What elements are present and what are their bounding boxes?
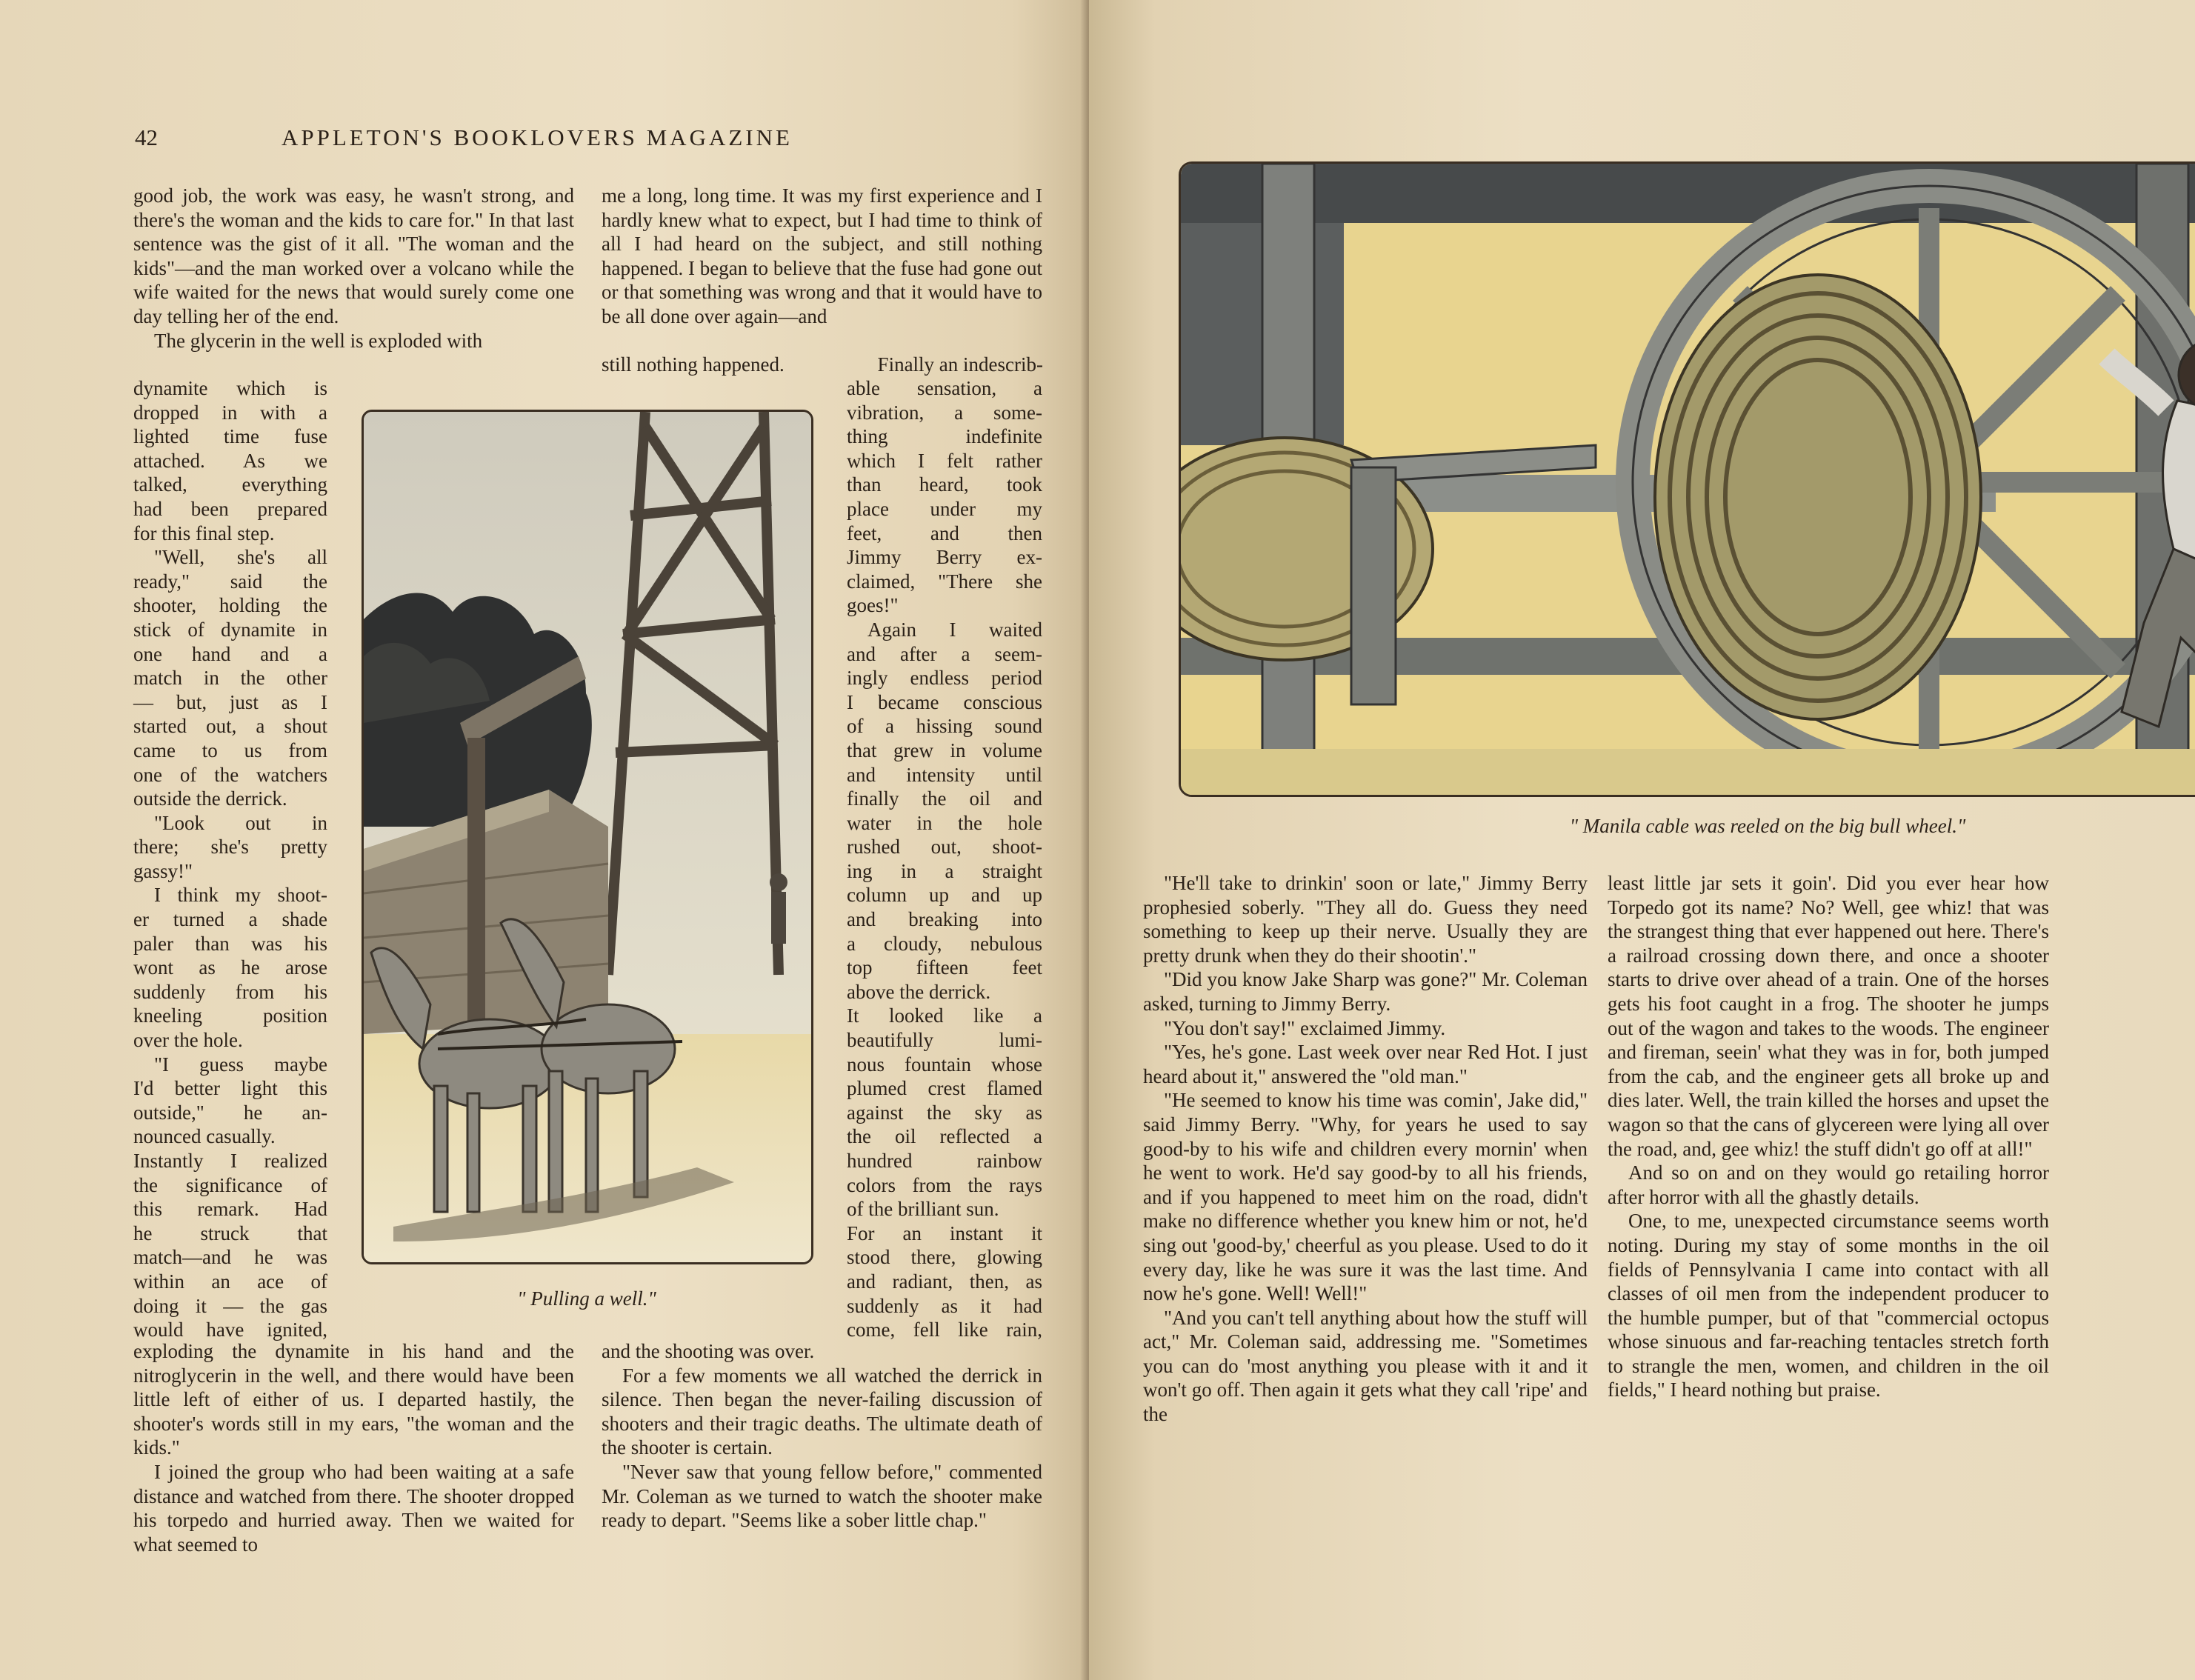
illustration-pulling-a-well (362, 410, 813, 1264)
text-line: the oil reflected a (847, 1125, 1042, 1148)
text-line: finally the oil and (847, 787, 1042, 810)
text-line: beautifully lumi- (847, 1029, 1042, 1052)
text-line: claimed, "There she (847, 570, 1042, 593)
text-line: one hand and a (133, 642, 327, 665)
text-line: had been prepared (133, 497, 327, 520)
left-col1-narrow (133, 376, 327, 1342)
text-line: this remark. Had (133, 1198, 327, 1221)
magazine-title: APPLETON'S BOOKLOVERS MAGAZINE (282, 124, 793, 150)
col2-mixed-right: Finally an indescrib- (877, 353, 1043, 376)
text-line: and intensity until (847, 763, 1042, 786)
paragraph: "Yes, he's gone. Last week over near Red Hot. I just heard about it," answered the "old man." (1143, 1041, 1588, 1087)
text-line: hundred rainbow (847, 1150, 1042, 1172)
illustration-bull-wheel (1179, 161, 2195, 797)
page-number: 42 (135, 124, 158, 150)
text-line: I think my shoot- (154, 884, 327, 907)
text-line: Again I waited (867, 618, 1042, 641)
text-line: of the brilliant sun. (847, 1198, 999, 1221)
paragraph: One, to me, unexpected circumstance seems worth noting. During my stay of some months in the oil fields of Pennsylvania I came into contact with all classes of oil men from the independent producer to the humble pumper, but of that "commercial octopus whose sinuous and far-reaching tentacles stretch forth to strangle the men, women, and children in the oil fields," I heard nothing but praise. (1608, 1210, 2049, 1401)
text-line: ing in a straight (847, 859, 1042, 882)
text-line: For an instant it (847, 1221, 1042, 1244)
text-line: colors from the rays (847, 1173, 1042, 1196)
left-col2-top (602, 184, 1042, 329)
paragraph: "Never saw that young fellow before," commented Mr. Coleman as we turned to watch the shooter make ready to depart. "Seems like a sober little chap." (602, 1460, 1042, 1532)
paragraph: "Did you know Jake Sharp was gone?" Mr. Coleman asked, turning to Jimmy Berry. (1143, 968, 1588, 1015)
text-line: It looked like a (847, 1004, 1042, 1027)
paragraph: "He seemed to know his time was comin', Jake did," said Jimmy Berry. "Why, for years he used to say good-by to his wife and children every mornin' when he went to work. He'd say good-by to all his friends, and if you happened to meet him on the road, didn't make no difference whether you knew him or not, he'd sing out 'good-by,' cheerful as you please. Used to do it every day, like he was sure it was the last time. And now he's gone. Well! Well!" (1143, 1089, 1588, 1305)
text-line: over the hole. (133, 1029, 243, 1052)
paragraph: me a long, long time. It was my first experience and I hardly knew what to expect, but I had time to think of all I had heard on the subject, and still nothing happened. I began to believe that the fuse had gone out or that something was wrong and that it would have to be all done over again—and (602, 184, 1042, 327)
text-line: talked, everything (133, 473, 327, 496)
text-line: outside," he an- (133, 1101, 327, 1124)
text-line: outside the derrick. (133, 787, 287, 810)
text-line: thing indefinite (847, 425, 1042, 448)
paragraph: The glycerin in the well is exploded with (154, 329, 483, 352)
text-line: there; she's pretty (133, 836, 327, 859)
paragraph: For a few moments we all watched the derrick in silence. Then began the never-failing discussion of shooters and their tragic deaths. The ultimate death of the shooter is certain. (602, 1364, 1042, 1459)
paragraph: least little jar sets it goin'. Did you ever hear how Torpedo got its name? No? Well, gee whiz! that was the strangest thing that ever happened out here. There's a railroad crossing down there, and once a shooter starts to drive over ahead of a train. One of the horses gets his foot caught in a frog. The shooter he jumps out of the wagon and takes to the woods. The engineer and fireman, seein' what they was in for, both jumped from the cab, and the engineer gets all broke up and dies later. Well, the train killed the horses and upset the wagon so that the cans of glycereen were lying all over the road, and, gee whiz! the stuff didn't go off at all!" (1608, 872, 2049, 1160)
text-line: "I guess maybe (154, 1053, 327, 1076)
bull-wheel-drawing (1181, 164, 2195, 795)
paragraph: "And you can't tell anything about how the stuff will act," Mr. Coleman said, addressing me. "Sometimes you can do 'most anything you please with it and it won't go off. Then again it gets what they call 'ripe' and the (1143, 1306, 1588, 1426)
text-line: "Well, she's all (154, 546, 327, 569)
text-line: and after a seem- (847, 642, 1042, 665)
text-line: I'd better light this (133, 1077, 327, 1100)
text-line: and breaking into (847, 908, 1042, 931)
text-line: he struck that (133, 1221, 327, 1244)
text-line: — but, just as I (133, 690, 327, 713)
text-line: Jimmy Berry ex- (847, 546, 1042, 569)
text-line: dynamite which is (133, 377, 327, 399)
text-line: ready," said the (133, 570, 327, 593)
text-line: a cloudy, nebulous (847, 932, 1042, 955)
col2-mixed-left: still nothing happened. (602, 353, 785, 376)
left-col2-narrow (847, 376, 1042, 1342)
text-line: the significance of (133, 1173, 327, 1196)
text-line: that grew in volume (847, 739, 1042, 761)
caption-pulling-a-well: " Pulling a well." (517, 1287, 656, 1310)
text-line: match in the other (133, 667, 327, 690)
text-line: came to us from (133, 739, 327, 761)
paragraph: "He'll take to drinkin' soon or late," Jimmy Berry prophesied soberly. "They all do. Guess they need something to keep up their nerve. Usually they are pretty drunk when they do their shootin'." (1143, 872, 1588, 967)
text-line: which I felt rather (847, 449, 1042, 472)
right-col1 (1143, 871, 1588, 1427)
text-line: gassy!" (133, 859, 193, 882)
text-line: doing it — the gas (133, 1294, 327, 1317)
caption-bull-wheel: " Manila cable was reeled on the big bull wheel." (1569, 815, 1966, 837)
text-line: wont as he arose (133, 956, 327, 979)
text-line: match—and he was (133, 1246, 327, 1269)
text-line: plumed crest flamed (847, 1077, 1042, 1100)
pulling-well-drawing (364, 412, 811, 1262)
text-line: column up and up (847, 884, 1042, 907)
text-line: suddenly as it had (847, 1294, 1042, 1317)
text-line: nous fountain whose (847, 1053, 1042, 1076)
text-line: er turned a shade (133, 908, 327, 931)
text-line: one of the watchers (133, 763, 327, 786)
left-col1-bottom (133, 1339, 574, 1556)
text-line: vibration, a some- (847, 401, 1042, 424)
paragraph: good job, the work was easy, he wasn't strong, and there's the woman and the kids to care for." In that last sentence was the gist of it all. "The woman and the kids"—and the man worked over a volcano while the wife waited for the news that would surely come one day telling her of the end. (133, 184, 574, 327)
left-col1-top (133, 184, 574, 353)
left-col2-bottom (602, 1339, 1042, 1533)
text-line: of a hissing sound (847, 715, 1042, 738)
text-line: I became conscious (847, 690, 1042, 713)
text-line: Instantly I realized (133, 1150, 327, 1172)
text-line: for this final step. (133, 521, 275, 544)
text-line: feet, and then (847, 521, 1042, 544)
paragraph: exploding the dynamite in his hand and the nitroglycerin in the well, and there would have been little left of either of us. I departed hastily, the shooter's words still in my ears, "the woman and the kids." (133, 1340, 574, 1459)
text-line: and radiant, then, as (847, 1270, 1042, 1293)
text-line: place under my (847, 497, 1042, 520)
paragraph: I joined the group who had been waiting at a safe distance and watched from there. The shooter dropped his torpedo and hurried away. Then we waited for what seemed to (133, 1460, 574, 1556)
text-line: ingly endless period (847, 667, 1042, 690)
text-line: started out, a shout (133, 715, 327, 738)
text-line: stood there, glowing (847, 1246, 1042, 1269)
text-line: come, fell like rain, (847, 1319, 1042, 1341)
text-line: dropped in with a (133, 401, 327, 424)
text-line: within an ace of (133, 1270, 327, 1293)
text-line: rushed out, shoot- (847, 836, 1042, 859)
text-line: nounced casually. (133, 1125, 276, 1148)
paragraph: And so on and on they would go retailing horror after horror with all the ghastly details. (1608, 1161, 2049, 1208)
paragraph: "You don't say!" exclaimed Jimmy. (1164, 1016, 1446, 1039)
text-line: above the derrick. (847, 980, 991, 1003)
text-line: able sensation, a (847, 377, 1042, 399)
text-line: water in the hole (847, 811, 1042, 834)
text-line: top fifteen feet (847, 956, 1042, 979)
text-line: goes!" (847, 594, 899, 617)
text-line: "Look out in (154, 811, 327, 834)
right-col2 (1608, 871, 2049, 1402)
right-page (1089, 0, 2195, 1680)
text-line: suddenly from his (133, 980, 327, 1003)
paragraph: and the shooting was over. (602, 1340, 815, 1362)
text-line: attached. As we (133, 449, 327, 472)
text-line: would have ignited, (133, 1319, 327, 1341)
text-line: shooter, holding the (133, 594, 327, 617)
text-line: paler than was his (133, 932, 327, 955)
text-line: stick of dynamite in (133, 618, 327, 641)
text-line: lighted time fuse (133, 425, 327, 448)
left-page (0, 0, 1089, 1680)
text-line: kneeling position (133, 1004, 327, 1027)
text-line: than heard, took (847, 473, 1042, 496)
text-line: against the sky as (847, 1101, 1042, 1124)
